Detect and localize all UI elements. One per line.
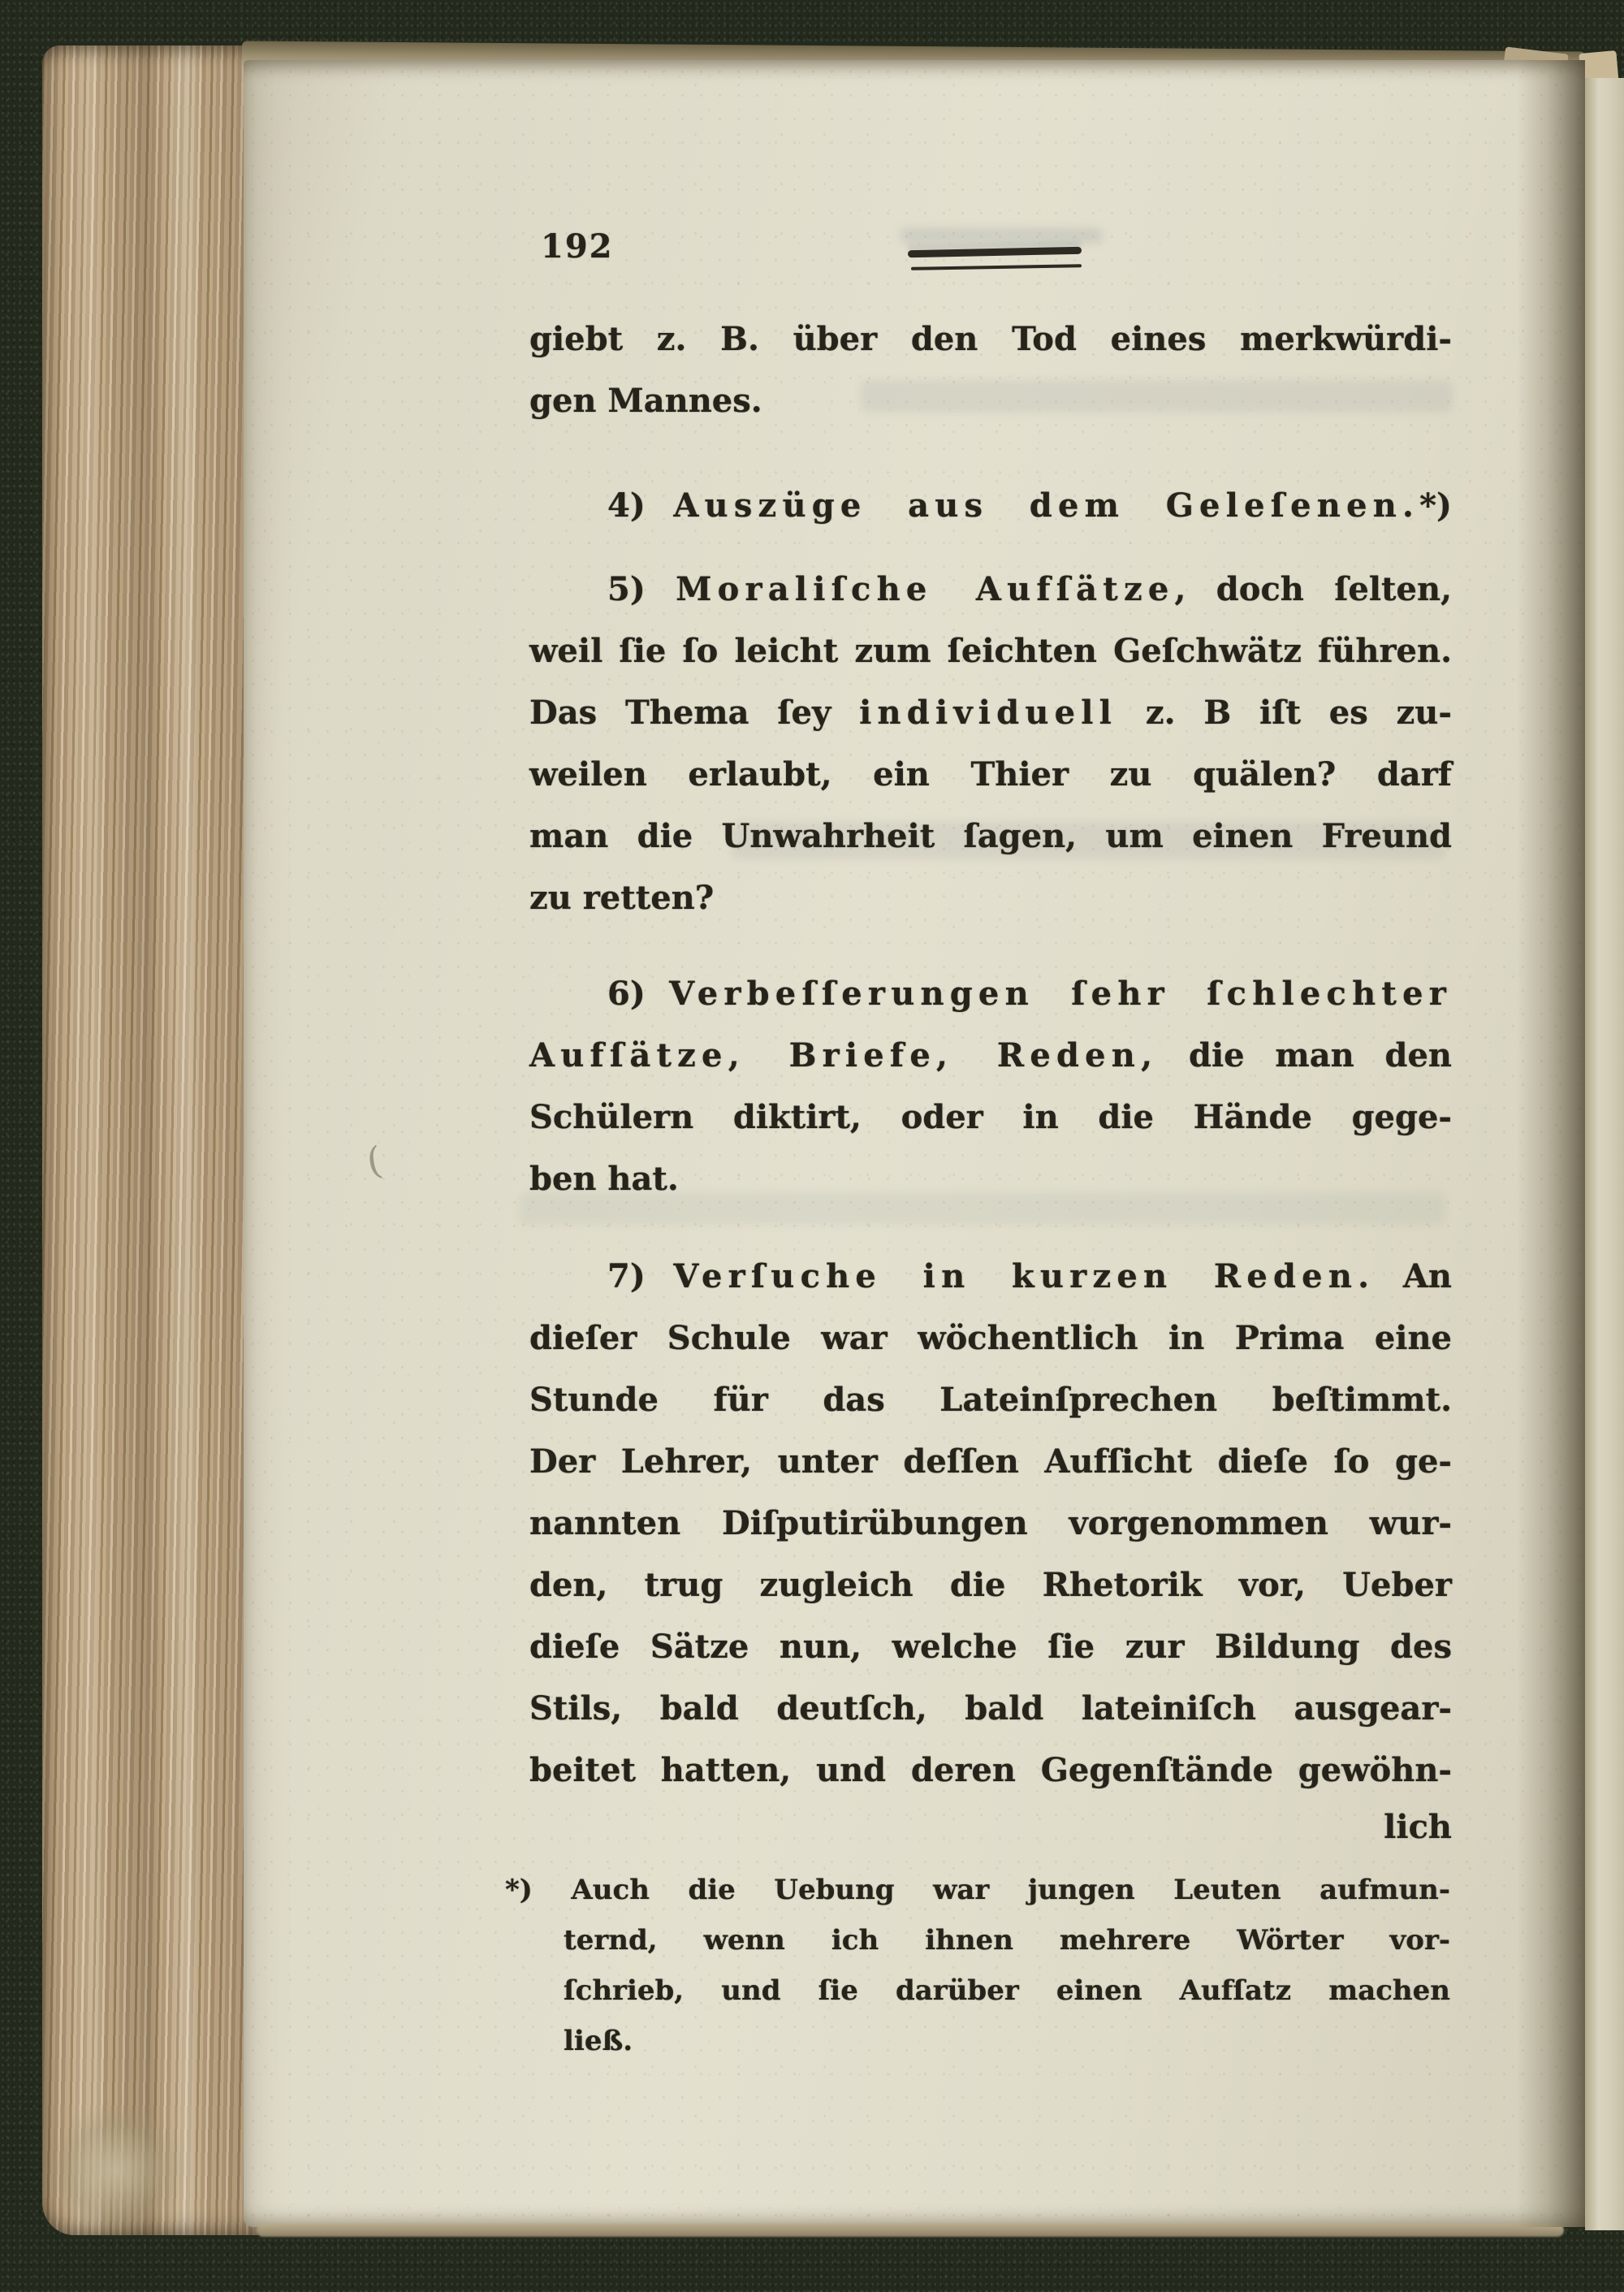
margin-mark: (	[363, 1137, 386, 1184]
text-line: gen Mannes.	[529, 382, 762, 420]
catchword	[529, 1797, 1452, 1858]
text-line: weilen erlaubt, ein Thier zu quälen? darf	[529, 755, 1452, 794]
text-line: ſchrieb, und ſie darüber einen Aufſatz machen	[564, 1974, 1450, 2007]
text-line: Stunde für das Lateinſprechen beſtimmt.	[529, 1381, 1452, 1419]
letterspaced-text: Verſuche in kurzen Reden.	[673, 1257, 1376, 1295]
text-line: Aufſätze, Briefe, Reden, die man den	[529, 1036, 1453, 1075]
text-line: Der Lehrer, unter deſſen Aufſicht dieſe ſo ge-	[529, 1442, 1452, 1481]
text-line: zu retten?	[529, 879, 715, 917]
text-line: Das Thema ſey individuell z. B iſt es zu-	[529, 694, 1452, 732]
letterspaced-text: Aufſätze, Briefe, Reden,	[529, 1036, 1159, 1075]
catchword-text: lich	[1384, 1808, 1452, 1846]
text-line: den, trug zugleich die Rhetorik vor, Ueber	[529, 1566, 1452, 1604]
text-line: weil ſie ſo leicht zum ſeichten Geſchwätz führen.	[529, 632, 1452, 670]
letterspaced-text: Verbeſſerungen ſehr ſchlechter	[669, 975, 1452, 1013]
letterspaced-text: Auszüge aus dem Geleſenen.	[673, 487, 1420, 525]
text-line: *) Auch die Uebung war jungen Leuten aufmun-	[505, 1874, 1450, 1906]
header-rule-thick	[908, 247, 1082, 257]
text-line: ben hat.	[529, 1160, 679, 1198]
text-line: 5) Moraliſche Aufſätze, doch ſelten,	[607, 570, 1452, 608]
paragraph-item-7	[529, 1246, 1452, 1801]
text-line: man die Unwahrheit ſagen, um einen Freund	[529, 817, 1452, 855]
header-rule-thin	[911, 264, 1082, 270]
text-line: 4) Auszüge aus dem Geleſenen.*)	[607, 487, 1452, 525]
footnote	[505, 1865, 1450, 2066]
paragraph-intro	[529, 309, 1452, 432]
text-line: giebt z. B. über den Tod eines merkwürdi-	[529, 320, 1452, 358]
text-line: dieſer Schule war wöchentlich in Prima eine	[529, 1319, 1452, 1357]
text-line: dieſe Sätze nun, welche ſie zur Bildung des	[529, 1628, 1452, 1666]
text-line: Stils, bald deutſch, bald lateiniſch ausgear-	[529, 1689, 1452, 1728]
text-line: beitet hatten, und deren Gegenſtände gewöhn-	[529, 1751, 1452, 1789]
text-line: Schülern diktirt, oder in die Hände gege-	[529, 1098, 1452, 1136]
letterspaced-text: Moraliſche Aufſätze	[676, 570, 1175, 608]
text-line: ließ.	[564, 2025, 633, 2057]
paragraph-item-6	[529, 963, 1452, 1210]
text-line: 6) Verbeſſerungen ſehr ſchlechter	[607, 975, 1452, 1013]
text-line: ternd, wenn ich ihnen mehrere Wörter vor-	[564, 1924, 1450, 1957]
letterspaced-text: individuell	[859, 694, 1118, 732]
paragraph-item-5	[529, 559, 1452, 929]
page-number: 192	[541, 227, 614, 266]
text-line: nannten Diſputirübungen vorgenommen wur-	[529, 1504, 1452, 1542]
heading-item-4	[529, 475, 1452, 537]
text-line: 7) Verſuche in kurzen Reden. An	[607, 1257, 1452, 1295]
